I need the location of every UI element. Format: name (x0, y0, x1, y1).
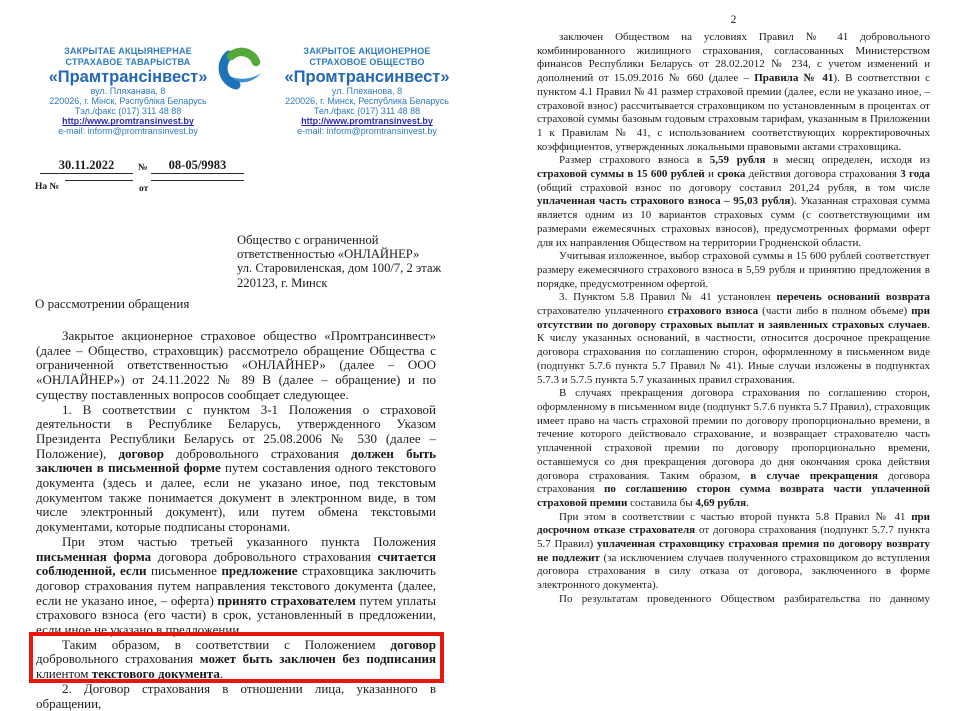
letterhead-right (269, 46, 465, 136)
org-name-line: СТРАХАВОЕ ТАВАРЫСТВА (65, 56, 191, 67)
recipient-line: Общество с ограниченной (237, 233, 379, 247)
subject-line: О рассмотрении обращения (35, 296, 190, 311)
recipient-line: ответственностью «ОНЛАЙНЕР» (237, 247, 420, 262)
paragraph: По результатам проведенного Обществом разбирательства по данному (559, 592, 930, 605)
number-sign-label: № (138, 163, 148, 173)
paragraph: При этом частью третьей указанного пункта Положения письменная форма договора добровольного страхования считается соблюденной, если письменное предложение страховщика заключить договор страхования путем направления текстового документа (далее, если не указано иное, – оферта) принято страхователем путем уплаты страхового взноса (его части) в срок, установленный в предложении, если иное не указано в предложении. (36, 533, 437, 638)
paragraph: 1. В соответствии с пунктом 3-1 Положения о страховой деятельности в Республике Беларусь, утвержденного Указом Президента Республики Беларусь от 25.08.2006 № 530 (далее – Положение), договор добровольного страхования должен быть заключен в письменной форме путем составления одного текстового документа (здесь и далее, если не указано иное, под текстовым документом также понимается документ в электронном виде, в том числе электронный документ), или путем обмена текстовыми документами, которые подписаны сторонами. (36, 401, 436, 535)
paragraph: Размер страхового взноса в 5,59 рубля в месяц определен, исходя из страховой суммы в 15 600 рублей и срока действия договора страхования 3 года (общий страховой взнос по договору составил 201,24 рубля, в том числе уплаченная часть страхового взноса – 95,03 рубля). Указанная страховая сумма является одним из 10 вариантов страховых сумм (с соответствующими им размерами ежемесячных страховых взносов), предусмотренных формами оферт для их направления Обществом на территории Гродненской области. (537, 154, 930, 249)
org-name-line: СТРАХОВОЕ ОБЩЕСТВО (309, 56, 425, 67)
recipient-address (237, 233, 441, 290)
org-name-line: ЗАКРЫТОЕ АКЦИОНЕРНОЕ (303, 46, 431, 56)
paragraph: 2. Договор страхования в отношении лица, указанного в обращении, (36, 680, 436, 711)
company-logo-icon (216, 43, 266, 93)
email-line: e-mail: inform@promtransinvest.by (58, 126, 198, 137)
letter-page-2 (537, 14, 930, 694)
blank-underline (65, 167, 133, 181)
website-link: http://www.promtransinvest.by (62, 116, 194, 127)
incoming-number-label: На № (35, 182, 60, 192)
company-name: «Промтрансинвест» (284, 68, 450, 86)
letter-number: 08-05/9983 (151, 158, 244, 174)
recipient-line: ул. Старовиленская, дом 100/7, 2 этаж (237, 261, 442, 276)
company-name: «Прамтрансінвест» (48, 68, 208, 86)
address-line: 220026, г. Минск, Республика Беларусь (285, 95, 449, 106)
page1-body (36, 329, 436, 711)
reference-block (33, 158, 248, 198)
address-line: ул. Плеханова, 8 (331, 86, 403, 96)
address-line: 220026, г. Мінск, Рэспубліка Беларусь (49, 95, 207, 106)
letter-page-1 (33, 30, 463, 711)
highlighted-paragraph: Таким образом, в соответствии с Положением договор добровольного страхования может быть заключен без подписания клиентом текстового документа. (36, 636, 436, 682)
paragraph: заключен Обществом на условиях Правил № 41 добровольного комбинированного жилищного страхования, согласованных Министерством финансов Республики Беларусь от 28.02.2012 № 234, с учетом изменений и дополнений от 15.09.2016 № 660 (далее – Правила № 41). В соответствии с пунктом 4.1 Правил № 41 размер страховой премии (далее, если не указано иное, – страховой взнос) рассчитывается страховщиком по установленным в процентах от страховой суммы базовым годовым страховым тарифам, указанным в Приложении 1 к Правилам № 41, с использованием соответствующих корректировочных коэффициентов, утвержденных локальными правовыми актами страховщика. (537, 31, 930, 153)
phone-line: Тэл./факс (017) 311 48 88 (74, 105, 182, 116)
paragraph: При этом в соответствии с частью второй пункта 5.8 Правил № 41 при досрочном отказе страхователя от договора страхования (подпункт 5.7.7 пункта 5.7 Правил) уплаченная страховщику страховая премия по договору возврату не подлежит (за исключением случаев полученного страховщиком до вступления договора страхования в силу отказа от договора, заключенного в форме электронного документа). (537, 510, 931, 592)
letterhead-left (35, 46, 221, 136)
phone-line: Тел./факс (017) 311 48 88 (313, 105, 421, 116)
page-number: 2 (730, 14, 737, 26)
address-line: вул. Пляханава, 8 (90, 86, 166, 96)
incoming-date-label: от (139, 184, 149, 194)
paragraph: Закрытое акционерное страховое общество «Промтрансинвест» (далее – Общество, страховщик) рассмотрело обращение Общества с ограниченной ответственностью «ОНЛАЙНЕР» (далее – ООО «ОНЛАЙНЕР») от 24.11.2022 № 89 В (далее – обращение) и по существу поставленных вопросов сообщает следующее. (36, 328, 436, 402)
paragraph: 3. Пунктом 5.8 Правил № 41 установлен перечень оснований возврата страхователю уплаченного страхового взноса (части либо в полном объеме) при отсутствии по договору страховых выплат и заявленных страховых случаев. К числу указанных оснований, в частности, относится досрочное прекращение договора страхования по соглашению сторон, оформленному в письменном виде (подпункт 5.7.6 пункта 5.7 Правил № 41). Иные случаи изложены в подпунктах 5.7.3 и 5.7.5 пункта 5.7 указанных правил страхования. (537, 291, 931, 386)
email-line: e-mail: inform@promtransinvest.by (297, 126, 437, 137)
paragraph: Учитывая изложенное, выбор страховой суммы в 15 600 рублей соответствует размеру ежемесячного страхового взноса в 5,59 рубля и принятию предложения в порядке, предусмотренном офертой. (537, 250, 930, 290)
page2-body (537, 31, 930, 607)
paragraph: В случаях прекращения договора страхования по соглашению сторон, оформленному в письменном виде (подпункт 5.7.6 пункта 5.7 Правил), страховщик имеет право на часть страховой премии по договору пропорционально времени, в течение которого действовало страхование, и возвращает страхователю часть уплаченной страховой премии по договору пропорционально времени, оставшемуся со дня прекращения договора до дня окончания срока действия договора страхования. Таким образом, в случае прекращения договора страхования по соглашению сторон сумма возврата части уплаченной страховой премии составила бы 4,69 рубля. (537, 387, 930, 509)
org-name-line: ЗАКРЫТАЕ АКЦЫЯНЕРНАЕ (64, 46, 192, 56)
letter-date: 30.11.2022 (40, 158, 133, 174)
recipient-line: 220123, г. Минск (237, 275, 328, 290)
blank-underline (151, 167, 244, 181)
website-link: http://www.promtransinvest.by (301, 116, 433, 127)
